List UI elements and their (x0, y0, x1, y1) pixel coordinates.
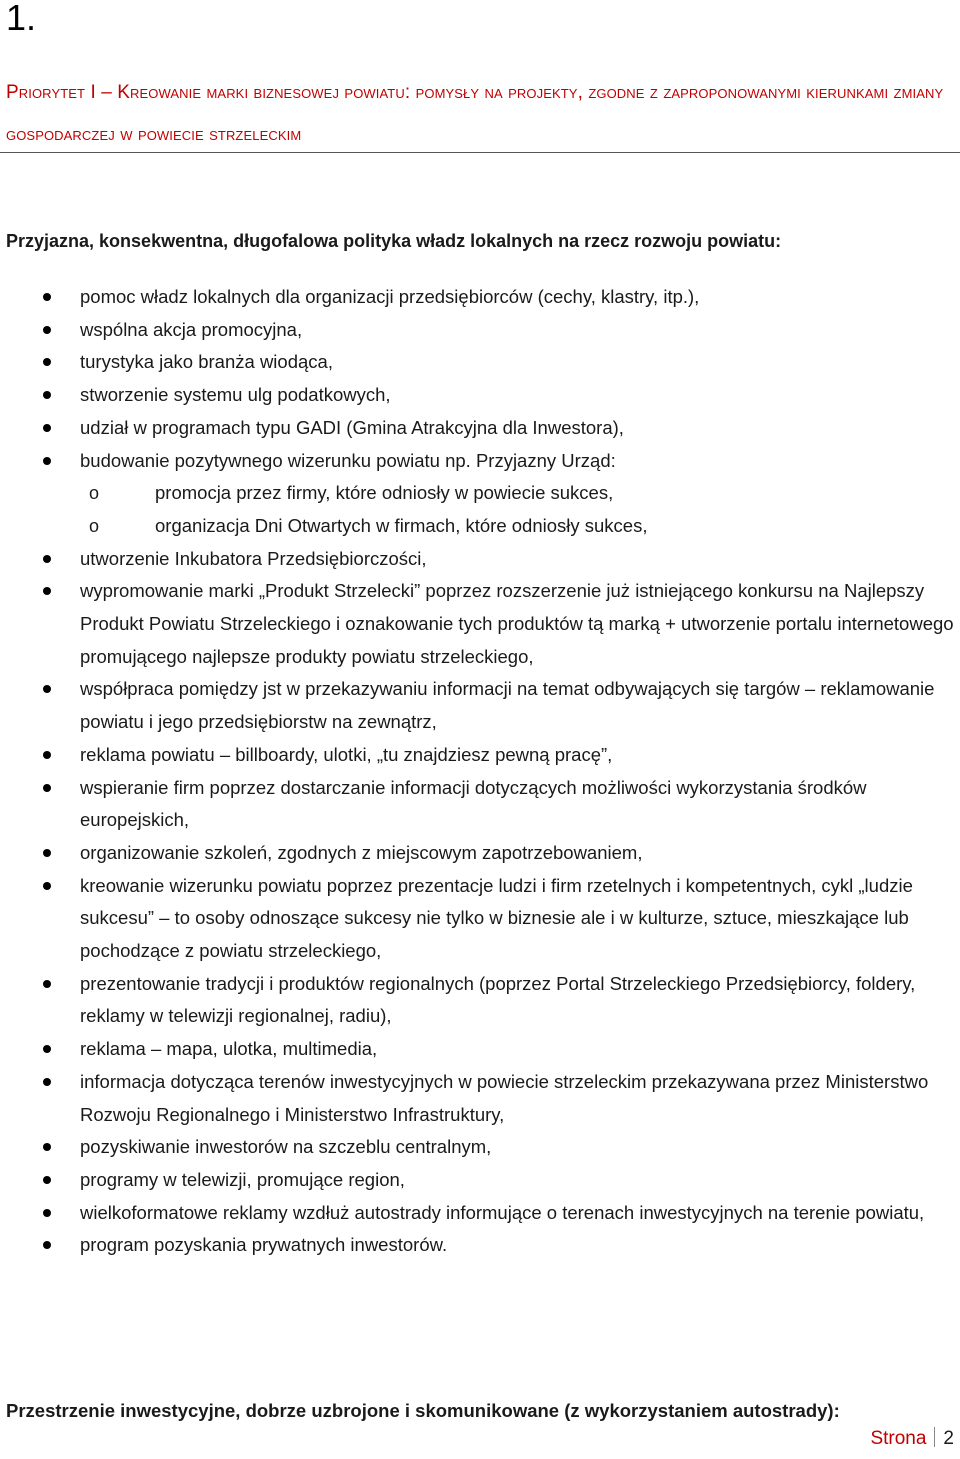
sub-list (80, 477, 954, 542)
list-item: reklama powiatu – billboardy, ulotki, „tu znajdziesz pewną pracę”, (0, 739, 960, 772)
list-item: stworzenie systemu ulg podatkowych, (0, 379, 960, 412)
bullet-icon (43, 751, 51, 759)
list-item: współpraca pomiędzy jst w przekazywaniu informacji na temat odbywających się targów – reklamowanie powiatu i jego przedsiębiorstw na zewnątrz, (0, 673, 960, 738)
list-item: informacja dotycząca terenów inwestycyjnych w powiecie strzeleckim przekazywana przez Ministerstwo Rozwoju Regionalnego i Ministerstwo Infrastruktury, (0, 1066, 960, 1131)
bullet-icon (43, 1209, 51, 1217)
bullet-icon (43, 555, 51, 563)
list-item: wspólna akcja promocyjna, (0, 314, 960, 347)
list-item: budowanie pozytywnego wizerunku powiatu np. Przyjazny Urząd: o promocja przez firmy, które odniosły w powiecie sukces, o organizacja Dni Otwartych w firmach, które odniosły sukces, (0, 445, 960, 543)
list-item: prezentowanie tradycji i produktów regionalnych (poprzez Portal Strzeleckiego Przedsiębiorcy, foldery, reklamy w telewizji regionalnej, radiu), (0, 968, 960, 1033)
heading-divider (0, 152, 960, 153)
list-item: programy w telewizji, promujące region, (0, 1164, 960, 1197)
section-subheading: Przestrzenie inwestycyjne, dobrze uzbrojone i skomunikowane (z wykorzystaniem autostrady): (6, 1400, 840, 1421)
bullet-icon (43, 784, 51, 792)
sub-list-item: o promocja przez firmy, które odniosły w powiecie sukces, (80, 477, 954, 510)
bullet-icon (43, 980, 51, 988)
page-footer (870, 1426, 954, 1452)
bullet-icon (43, 457, 51, 465)
list-item: organizowanie szkoleń, zgodnych z miejscowym zapotrzebowaniem, (0, 837, 960, 870)
bullet-icon (43, 685, 51, 693)
bullet-icon (43, 882, 51, 890)
footer-page-label: Strona (870, 1428, 927, 1449)
bullet-icon (43, 1143, 51, 1151)
bullet-icon (43, 849, 51, 857)
intro-paragraph: Przyjazna, konsekwentna, długofalowa polityka władz lokalnych na rzecz rozwoju powiatu: (6, 231, 782, 251)
list-item: wspieranie firm poprzez dostarczanie informacji dotyczących możliwości wykorzystania środków europejskich, (0, 772, 960, 837)
list-item: reklama – mapa, ulotka, multimedia, (0, 1033, 960, 1066)
list-item: utworzenie Inkubatora Przedsiębiorczości, (0, 543, 960, 576)
footer-separator (934, 1427, 935, 1447)
circle-bullet-icon: o (89, 483, 100, 504)
circle-bullet-icon: o (89, 515, 100, 536)
bullet-list (0, 281, 960, 1262)
bullet-icon (43, 1241, 51, 1249)
bullet-icon (43, 1078, 51, 1086)
sub-list-item: o organizacja Dni Otwartych w firmach, które odniosły sukces, (80, 510, 954, 543)
list-item: pomoc władz lokalnych dla organizacji przedsiębiorców (cechy, klastry, itp.), (0, 281, 960, 314)
list-item: program pozyskania prywatnych inwestorów. (0, 1229, 960, 1262)
footer-page-number: 2 (943, 1428, 954, 1449)
bullet-icon (43, 326, 51, 334)
list-item: kreowanie wizerunku powiatu poprzez prezentacje ludzi i firm rzetelnych i kompetentnych, cykl „ludzie sukcesu” – to osoby odnoszące sukcesy nie tylko w biznesie ale i w kulturze, sztuce, mieszkające lub pochodzące z powiatu strzeleckiego, (0, 870, 960, 968)
bullet-icon (43, 1176, 51, 1184)
list-item: udział w programach typu GADI (Gmina Atrakcyjna dla Inwestora), (0, 412, 960, 445)
list-item: wypromowanie marki „Produkt Strzelecki” poprzez rozszerzenie już istniejącego konkursu na Najlepszy Produkt Powiatu Strzeleckiego i oznakowanie tych produktów tą marką + utworzenie portalu internetowego promującego najlepsze produkty powiatu strzeleckiego, (0, 575, 960, 673)
bullet-icon (43, 358, 51, 366)
bullet-icon (43, 293, 51, 301)
list-item: turystyka jako branża wiodąca, (0, 346, 960, 379)
section-number: 1. (6, 0, 37, 38)
bullet-icon (43, 424, 51, 432)
bullet-icon (43, 391, 51, 399)
bullet-icon (43, 587, 51, 595)
bullet-icon (43, 1045, 51, 1053)
priority-heading: Priorytet I – Kreowanie marki biznesowej powiatu: pomysły na projekty, zgodne z zaproponowanymi kierunkami zmiany gospodarczej w powiecie strzeleckim (6, 82, 944, 145)
list-item: wielkoformatowe reklamy wzdłuż autostrady informujące o terenach inwestycyjnych na terenie powiatu, (0, 1197, 960, 1230)
list-item: pozyskiwanie inwestorów na szczeblu centralnym, (0, 1131, 960, 1164)
